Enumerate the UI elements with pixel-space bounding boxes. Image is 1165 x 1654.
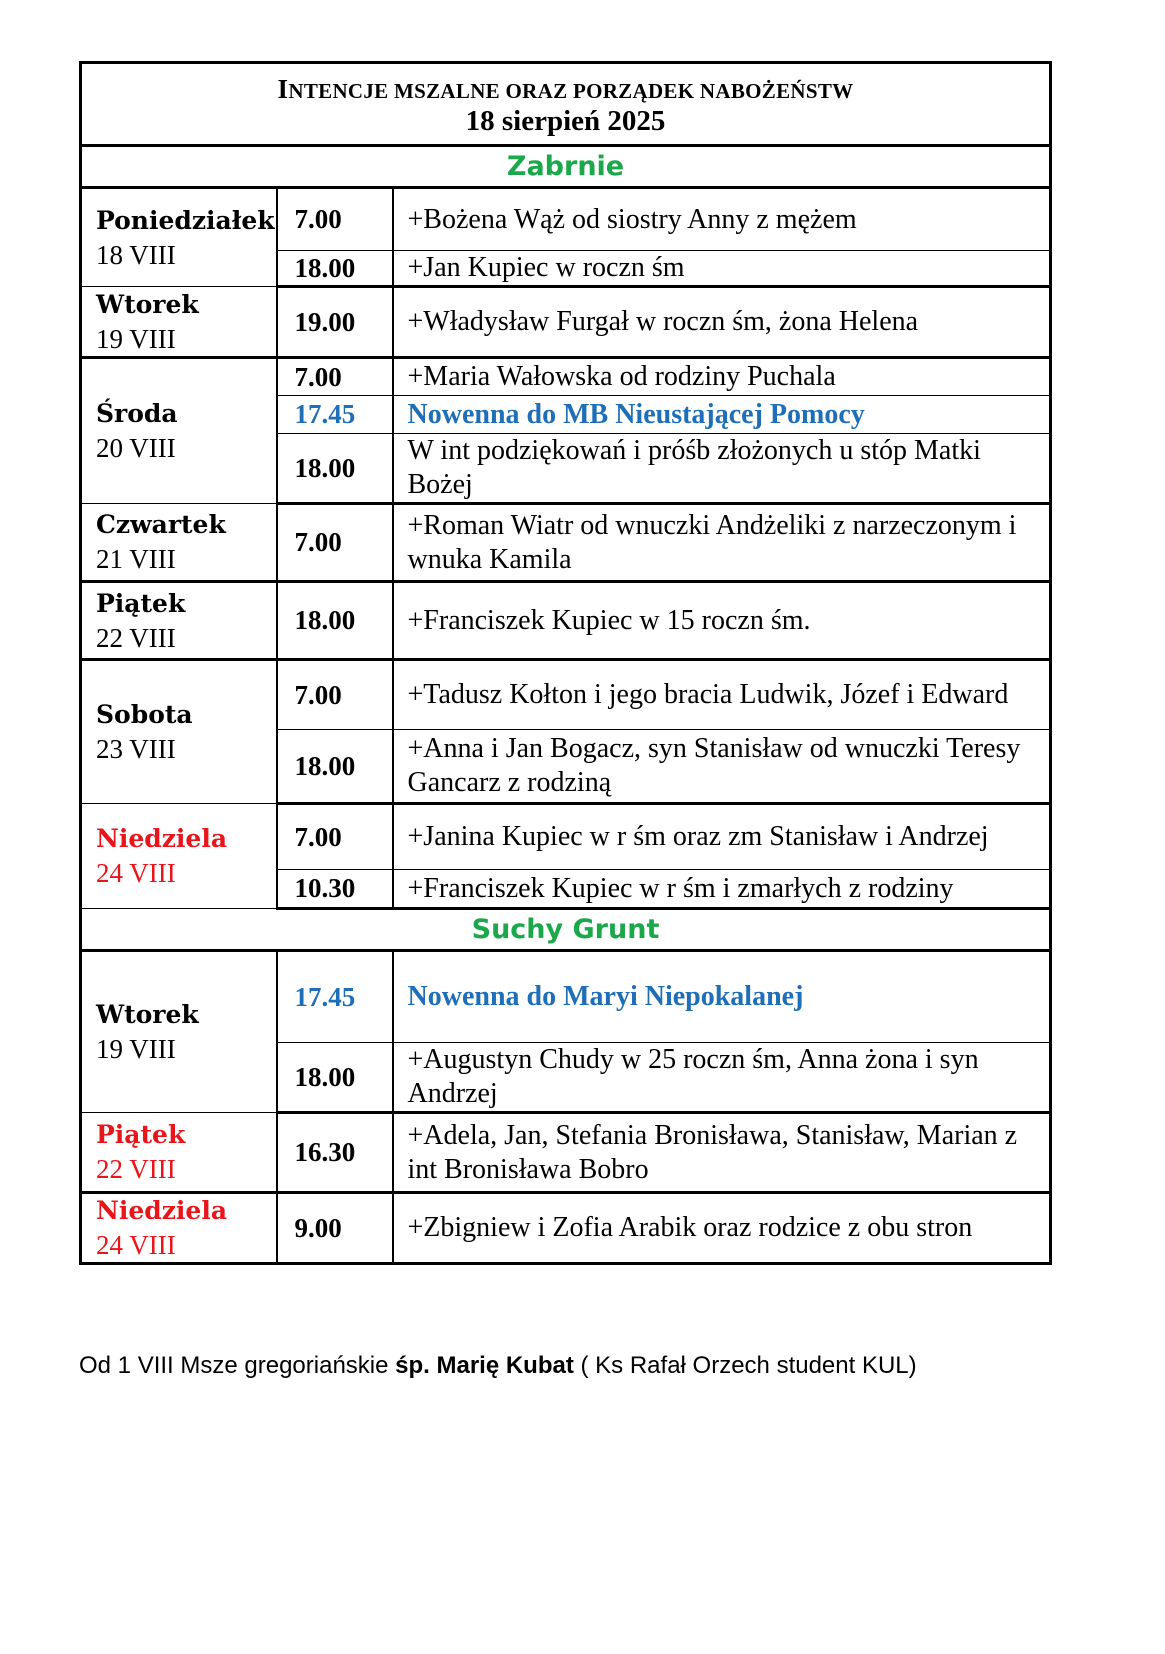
day-name: Czwartek <box>96 510 226 539</box>
page-title: INTENCJE MSZALNE ORAZ PORZĄDEK NABOŻEŃSTW <box>277 74 854 104</box>
page-date: 18 sierpień 2025 <box>465 105 666 137</box>
day-name: Sobota <box>96 700 193 729</box>
table-row <box>81 287 1051 358</box>
day-cell <box>81 1193 277 1264</box>
day-date: 22 VIII <box>96 622 176 653</box>
mass-intention: +Roman Wiatr od wnuczki Andżeliki z narzeczonym i wnuka Kamila <box>393 504 1051 582</box>
mass-intention: +Zbigniew i Zofia Arabik oraz rodzice z obu stron <box>393 1193 1051 1264</box>
day-name: Środa <box>96 399 178 428</box>
day-cell <box>81 804 277 909</box>
mass-time: 16.30 <box>277 1113 393 1193</box>
mass-intention: +Tadusz Kołton i jego bracia Ludwik, Józef i Edward <box>393 660 1051 730</box>
mass-intention: +Augustyn Chudy w 25 roczn śm, Anna żona i syn Andrzej <box>393 1043 1051 1113</box>
mass-intention: +Maria Wałowska od rodziny Puchala <box>393 358 1051 396</box>
day-cell <box>81 287 277 358</box>
mass-time: 7.00 <box>277 804 393 870</box>
footer-note-bold: śp. Marię Kubat <box>395 1352 574 1379</box>
day-name: Wtorek <box>96 289 199 319</box>
day-name: Poniedziałek <box>96 205 275 235</box>
day-name: Piątek <box>96 1120 186 1149</box>
day-date: 23 VIII <box>96 734 176 764</box>
day-cell <box>81 1113 277 1193</box>
mass-time: 7.00 <box>277 358 393 396</box>
mass-time: 18.00 <box>277 730 393 804</box>
table-row <box>81 358 1051 396</box>
mass-time: 18.00 <box>277 582 393 660</box>
mass-intention: +Anna i Jan Bogacz, syn Stanisław od wnuczki Teresy Gancarz z rodziną <box>393 730 1051 804</box>
mass-intention: Nowenna do MB Nieustającej Pomocy <box>393 396 1051 434</box>
mass-intention: W int podziękowań i próśb złożonych u stóp Matki Bożej <box>393 434 1051 504</box>
mass-time: 9.00 <box>277 1193 393 1264</box>
location-heading: Suchy Grunt <box>81 909 1051 951</box>
mass-time: 7.00 <box>277 188 393 251</box>
table-row <box>81 1113 1051 1193</box>
schedule-sheet <box>79 61 1049 1265</box>
table-row <box>81 951 1051 1043</box>
day-date: 24 VIII <box>96 1230 176 1260</box>
day-cell <box>81 358 277 504</box>
mass-intention: +Franciszek Kupiec w 15 roczn śm. <box>393 582 1051 660</box>
day-name: Wtorek <box>96 1000 199 1029</box>
day-cell <box>81 504 277 582</box>
day-name: Niedziela <box>96 824 228 853</box>
table-row <box>81 804 1051 870</box>
table-row <box>81 188 1051 251</box>
mass-time: 7.00 <box>277 660 393 730</box>
mass-time: 17.45 <box>277 396 393 434</box>
location-heading: Zabrnie <box>81 146 1051 188</box>
mass-intention: +Bożena Wąż od siostry Anny z mężem <box>393 188 1051 251</box>
day-cell <box>81 951 277 1113</box>
mass-time: 18.00 <box>277 1043 393 1113</box>
mass-time: 17.45 <box>277 951 393 1043</box>
mass-intention: +Janina Kupiec w r śm oraz zm Stanisław i Andrzej <box>393 804 1051 870</box>
table-row <box>81 1193 1051 1264</box>
title-cell <box>81 63 1051 146</box>
table-row <box>81 660 1051 730</box>
mass-time: 7.00 <box>277 504 393 582</box>
day-cell <box>81 188 277 287</box>
day-cell <box>81 660 277 804</box>
day-date: 18 VIII <box>96 239 176 270</box>
day-name: Piątek <box>96 588 186 618</box>
footer-note: Od 1 VIII Msze gregoriańskie śp. Marię Kubat ( Ks Rafał Orzech student KUL) <box>79 1352 917 1379</box>
day-name: Niedziela <box>96 1196 228 1225</box>
mass-intention: +Adela, Jan, Stefania Bronisława, Stanisław, Marian z int Bronisława Bobro <box>393 1113 1051 1193</box>
mass-time: 18.00 <box>277 251 393 287</box>
mass-intention: +Jan Kupiec w roczn śm <box>393 251 1051 287</box>
table-row <box>81 582 1051 660</box>
day-date: 21 VIII <box>96 544 176 574</box>
day-cell <box>81 582 277 660</box>
table-row <box>81 504 1051 582</box>
schedule-table <box>79 61 1052 1265</box>
mass-intention: Nowenna do Maryi Niepokalanej <box>393 951 1051 1043</box>
day-date: 20 VIII <box>96 433 176 463</box>
mass-intention: +Władysław Furgał w roczn śm, żona Helena <box>393 287 1051 358</box>
mass-time: 19.00 <box>277 287 393 358</box>
mass-time: 10.30 <box>277 870 393 909</box>
day-date: 19 VIII <box>96 323 176 354</box>
day-date: 24 VIII <box>96 858 176 888</box>
day-date: 19 VIII <box>96 1034 176 1064</box>
mass-intention: +Franciszek Kupiec w r śm i zmarłych z rodziny <box>393 870 1051 909</box>
mass-time: 18.00 <box>277 434 393 504</box>
day-date: 22 VIII <box>96 1154 176 1184</box>
